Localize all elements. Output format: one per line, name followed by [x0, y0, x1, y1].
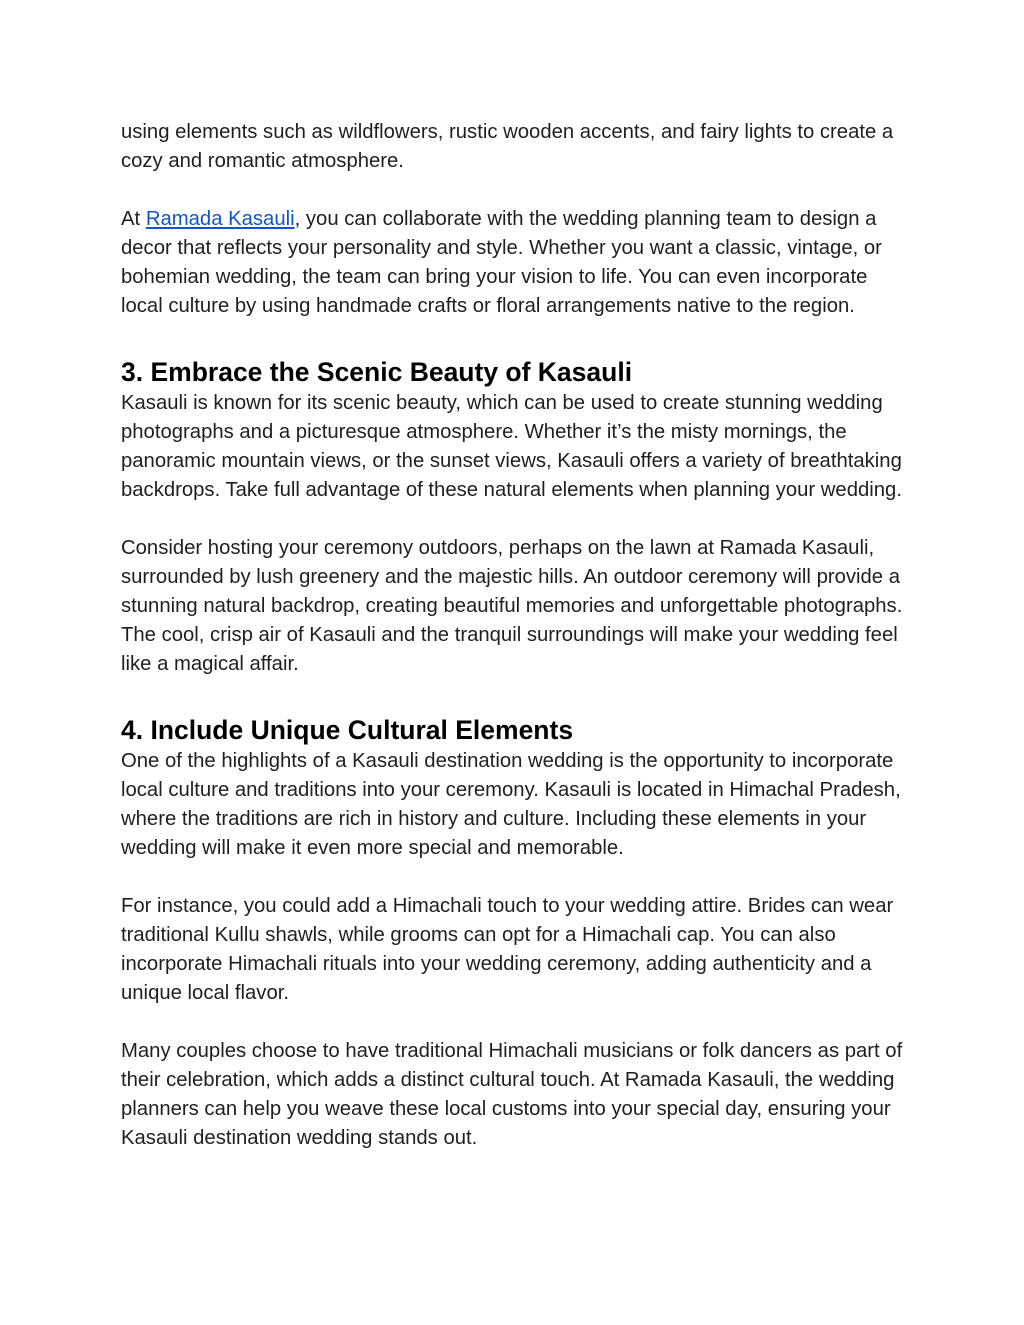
paragraph-spacer	[121, 863, 911, 892]
ramada-kasauli-link[interactable]: Ramada Kasauli	[145, 208, 295, 230]
intro-paragraph-2-body: , you can collaborate with the wedding planning team to design a decor that reflects your personality and style. Whether you want a classic, vintage, or bohemian wedding, the team can bring your vision to life. You can even incorporate local culture by using handmade crafts or floral arrangements native to the region.	[121, 208, 882, 317]
intro-paragraph-2-lead: At	[121, 208, 146, 230]
paragraph-spacer	[121, 505, 911, 534]
section-3-paragraph-1: Kasauli is known for its scenic beauty, which can be used to create stunning wedding photographs and a picturesque atmosphere. Whether it’s the misty mornings, the panoramic mountain views, or the sunset views, Kasauli offers a variety of breathtaking backdrops. Take full advantage of these natural elements when planning your wedding.	[121, 392, 902, 501]
section-4-paragraph-3: Many couples choose to have traditional Himachali musicians or folk dancers as part of their celebration, which adds a distinct cultural touch. At Ramada Kasauli, the wedding planners can help you weave these local customs into your special day, ensuring your Kasauli destination wedding stands out.	[121, 1040, 903, 1149]
section-3-paragraph-2: Consider hosting your ceremony outdoors, perhaps on the lawn at Ramada Kasauli, surrounded by lush greenery and the majestic hills. An outdoor ceremony will provide a stunning natural backdrop, creating beautiful memories and unforgettable photographs. The cool, crisp air of Kasauli and the tranquil surroundings will make your wedding feel like a magical affair.	[121, 537, 903, 675]
section-3-heading: 3. Embrace the Scenic Beauty of Kasauli	[121, 357, 633, 387]
intro-paragraph-1: using elements such as wildflowers, rustic wooden accents, and fairy lights to create a cozy and romantic atmosphere.	[121, 121, 894, 172]
document-page	[121, 118, 911, 1153]
section-4-heading: 4. Include Unique Cultural Elements	[121, 715, 574, 745]
paragraph-spacer	[121, 176, 911, 205]
section-4-paragraph-1: One of the highlights of a Kasauli destination wedding is the opportunity to incorporate local culture and traditions into your ceremony. Kasauli is located in Himachal Pradesh, where the traditions are rich in history and culture. Including these elements in your wedding will make it even more special and memorable.	[121, 750, 901, 859]
section-4-paragraph-2: For instance, you could add a Himachali touch to your wedding attire. Brides can wear traditional Kullu shawls, while grooms can opt for a Himachali cap. You can also incorporate Himachali rituals into your wedding ceremony, adding authenticity and a unique local flavor.	[121, 895, 894, 1004]
section-spacer	[121, 679, 911, 713]
intro-paragraph-2	[121, 205, 911, 321]
section-spacer	[121, 321, 911, 355]
paragraph-spacer	[121, 1008, 911, 1037]
